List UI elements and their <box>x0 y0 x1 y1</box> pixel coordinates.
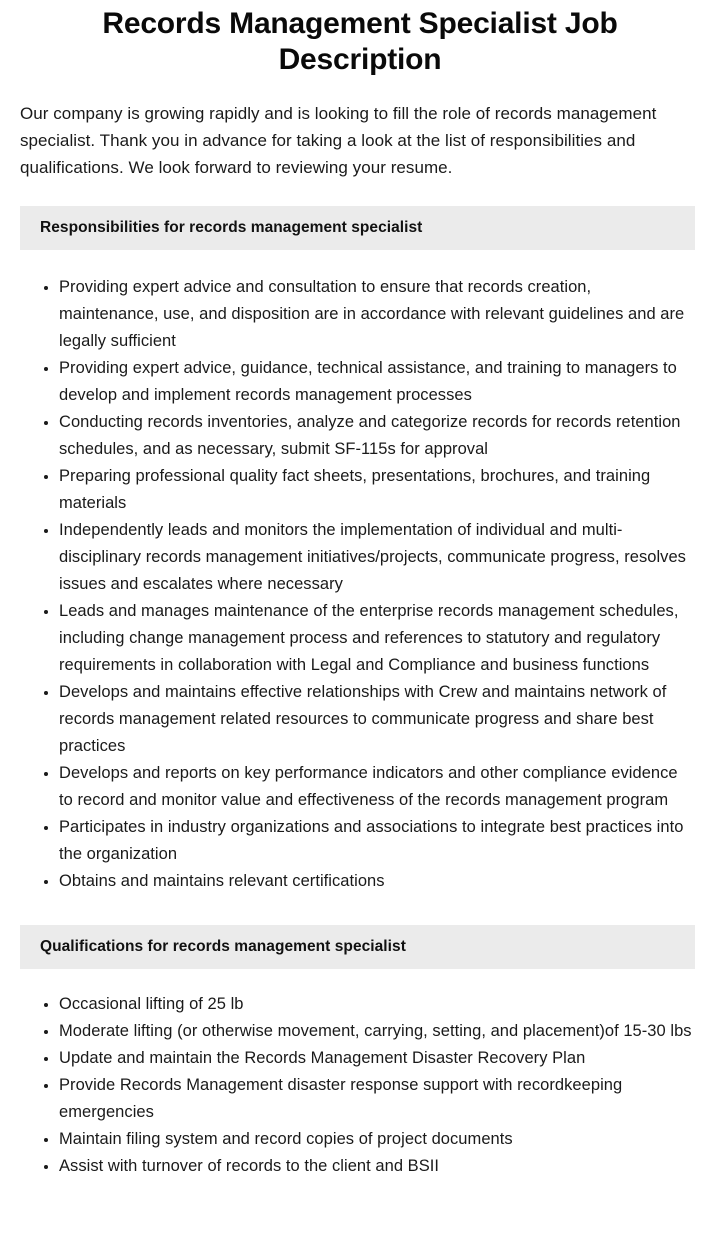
list-item: Independently leads and monitors the implementation of individual and multi-disciplinary records management initiatives/projects, communicate progress, resolves issues and escalates where necessary <box>0 517 720 598</box>
list-item: Assist with turnover of records to the client and BSII <box>0 1153 720 1180</box>
list-item: Obtains and maintains relevant certifications <box>0 868 720 895</box>
responsibilities-heading: Responsibilities for records management specialist <box>20 206 695 250</box>
list-item: Provide Records Management disaster response support with recordkeeping emergencies <box>0 1072 720 1126</box>
qualifications-section <box>0 925 720 1180</box>
intro-paragraph: Our company is growing rapidly and is looking to fill the role of records management specialist. Thank you in advance for taking a look at the list of responsibilities and qualifications. We look forward to reviewing your resume. <box>20 104 657 177</box>
qualifications-list <box>0 969 720 1180</box>
list-item: Providing expert advice and consultation to ensure that records creation, maintenance, use, and disposition are in accordance with relevant guidelines and are legally sufficient <box>0 274 720 355</box>
list-item: Maintain filing system and record copies of project documents <box>0 1126 720 1153</box>
qualifications-heading: Qualifications for records management specialist <box>20 925 695 969</box>
list-item: Conducting records inventories, analyze and categorize records for records retention schedules, and as necessary, submit SF-115s for approval <box>0 409 720 463</box>
list-item: Leads and manages maintenance of the enterprise records management schedules, including change management process and references to statutory and regulatory requirements in collaboration with Legal and Compliance and business functions <box>0 598 720 679</box>
list-item: Providing expert advice, guidance, technical assistance, and training to managers to develop and implement records management processes <box>0 355 720 409</box>
bottom-spacer <box>0 1180 720 1198</box>
list-item: Participates in industry organizations and associations to integrate best practices into the organization <box>0 814 720 868</box>
responsibilities-list <box>0 250 720 895</box>
list-item: Occasional lifting of 25 lb <box>0 991 720 1018</box>
responsibilities-section <box>0 206 720 895</box>
list-item: Preparing professional quality fact sheets, presentations, brochures, and training materials <box>0 463 720 517</box>
list-item: Moderate lifting (or otherwise movement, carrying, setting, and placement)of 15-30 lbs <box>0 1018 720 1045</box>
list-item: Develops and reports on key performance indicators and other compliance evidence to record and monitor value and effectiveness of the records management program <box>0 760 720 814</box>
list-item: Develops and maintains effective relationships with Crew and maintains network of records management related resources to communicate progress and share best practices <box>0 679 720 760</box>
list-item: Update and maintain the Records Management Disaster Recovery Plan <box>0 1045 720 1072</box>
page-title: Records Management Specialist Job Description <box>102 7 618 76</box>
